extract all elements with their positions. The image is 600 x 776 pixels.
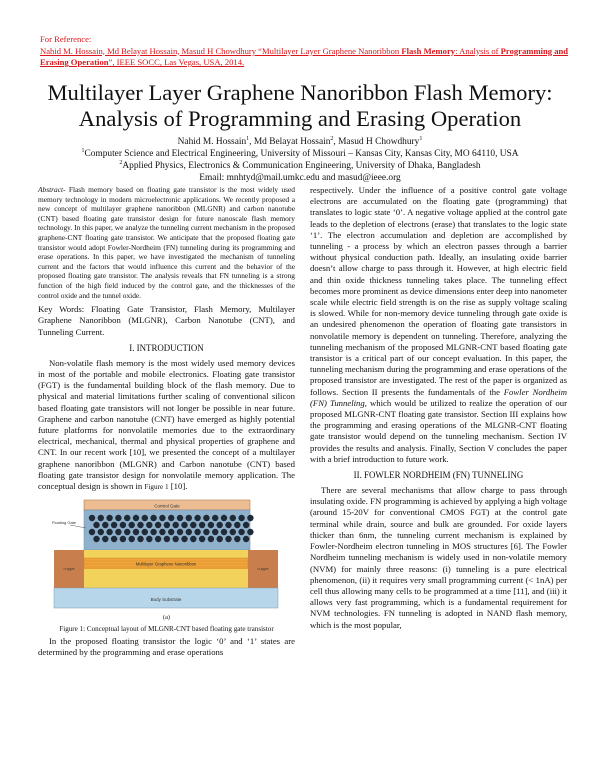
- authors-block: [20, 136, 580, 184]
- cnt-dot: [146, 536, 152, 542]
- cnt-dot: [150, 515, 156, 521]
- author-email: Email: mnhtyd@mail.umkc.edu and masud@ieee.org: [199, 173, 401, 184]
- cnt-dot: [142, 529, 148, 535]
- cnt-dot: [89, 515, 95, 521]
- cnt-dot: [238, 515, 244, 521]
- cnt-dot: [243, 522, 249, 528]
- drain-label: n-type: [257, 566, 269, 572]
- right-paragraph-1: respectively. Under the influence of a positive control gate voltage electrons are accumulated on the floating gate (programming) that translates to logic state ‘0’. A negative voltage applied at the control gate leads to the depletion of electrons (erase) that translates to the logic state ‘1’. The electron accumulation and depletion are accomplished by tunneling - a process by which an electron passes through a barrier without physical conduction path. Ideally, an insulating oxide barrier doesn’t allow charge to pass through it. However, at high electric field and thin oxide thickness tunneling takes place. The tunneling effect becomes more prominent as device dimensions enter deep into nanometer scale while electric field strength is on the rise as supply voltage scaling is slowed. While for non-memory device tunneling through gate oxide is an undesired phenomenon the operation of floating gate transistors in nonvolatile memory is dependent on tunneling. Therefore, analyzing the tunneling mechanism of the proposed MLGNR-CNT based floating gate transistor is a critical part of our concept evaluation. In this paper, the tunneling mechanism during the programming and erase operations of the proposed transistor are investigated. The rest of the paper is organized as follows. Section II presents the fundamentals of the Fowler Nordheim (FN) Tunneling, which would be utilized to realize the operation of our proposed MLGNR-CNT floating gate transistor. Section III explains how the programming and erasing operations of the MLGNR-CNT floating gate transistor would depend on the tunneling mechanism. Section IV provides the results and analysis. Finally, Section V concludes the paper with a brief introduction to future work.: [310, 185, 567, 464]
- cnt-dot: [168, 515, 174, 521]
- cnt-dot: [168, 529, 174, 535]
- right-paragraph-2: There are several mechanisms that allow charge to pass through insulating oxide. FN programming is achieved by applying a high voltage (around 15-20V for conventional CMOS FGT) at the control gate terminal while drain, source and bulk are grounded. For oxide layers thicker than 6nm, the tunneling current mechanism is explained by Fowler-Nordheim electron tunneling in MOS structures [6]. The Fowler Nordheim tunneling mechanism is widely used in non-volatile memory (NVM) for mainly three reasons: (i) tunneling is a pure electrical phenomenon, (ii) it requires very small programming current (< 1nA) per cell thus allowing many cells to be programmed at a time [11], and (iii) it allows very fast programming, which is a fundamental requirement for NVM technologies. FN tunneling is adopted in NAND flash memory, which is the most popular,: [310, 485, 567, 630]
- figure-sublabel: (a): [163, 614, 170, 622]
- cnt-dot: [177, 515, 183, 521]
- cnt-dot: [173, 522, 179, 528]
- section-1-heading: I. INTRODUCTION: [129, 342, 204, 353]
- cnt-dot: [102, 536, 108, 542]
- cnt-dot: [181, 522, 187, 528]
- left-column: [38, 185, 295, 659]
- cnt-dot: [137, 536, 143, 542]
- right-column: [310, 185, 567, 631]
- cnt-dot: [203, 515, 209, 521]
- cnt-dot: [155, 536, 161, 542]
- citation-title-rest: : Analysis of: [455, 45, 501, 56]
- body-substrate-label: Body Substrate: [150, 597, 182, 603]
- cnt-dot: [190, 536, 196, 542]
- cnt-dot: [230, 529, 236, 535]
- cnt-dot: [129, 522, 135, 528]
- cnt-dot: [238, 529, 244, 535]
- cnt-dot: [234, 536, 240, 542]
- cnt-dot: [221, 529, 227, 535]
- citation-bold: Flash Memory: [401, 45, 456, 56]
- cnt-dot: [190, 522, 196, 528]
- figure-1-caption: Figure 1: Conceptual layout of MLGNR-CNT based floating gate transistor: [59, 625, 274, 634]
- intro-paragraph-1: Non-volatile flash memory is the most widely used memory devices in most of the portable and mobile electronics. Floating gate transistor (FGT) is the fundamental building block of the flash memory. Due to physical and material limitations further scaling of conventional silicon based floating gate transistors will not longer be possible in near future. Graphene and carbon nanotube (CNT) have emerged as highly potential future platforms for nonvolatile memories due to the extraordinary electrical, mechanical, thermal and physical properties of graphene and CNT. In our recent work [10], we presented the concept of a multilayer graphene nanoribbon (MLGNR) and Carbon nanotube (CNT) based floating gate transistor design for nonvolatile memory application. The conceptual design is shown in Figure 1 [10].: [38, 357, 295, 491]
- tunnel-oxide-layer: [84, 569, 248, 588]
- citation-bold-2: Programming and Erasing Operation: [40, 45, 569, 67]
- cnt-dot: [212, 515, 218, 521]
- title-line-2: Analysis of Programming and Erasing Operation: [78, 106, 522, 131]
- intro-paragraph-2: In the proposed floating transistor the logic ‘0’ and ‘1’ states are determined by the programming and erase operations: [38, 636, 295, 658]
- cnt-dot: [159, 529, 165, 535]
- cnt-dot: [106, 515, 112, 521]
- cnt-dot: [111, 522, 117, 528]
- cnt-dot: [221, 515, 227, 521]
- cnt-dot: [98, 515, 104, 521]
- cnt-dot: [186, 529, 192, 535]
- reference-heading: For Reference:: [40, 34, 92, 44]
- oxide-layer: [54, 550, 278, 558]
- author-names: Nahid M. Hossain$^1$, Md Belayat Hossain$^2$, Masud H Chowdhury$^1$: [177, 135, 423, 147]
- cnt-dot: [133, 515, 139, 521]
- cnt-dot: [120, 536, 126, 542]
- cnt-dot: [98, 529, 104, 535]
- control-gate-label: Control Gate: [154, 503, 180, 509]
- paper-title: [20, 80, 580, 132]
- cnt-dot: [124, 529, 130, 535]
- cnt-dot: [173, 536, 179, 542]
- floating-gate-label: Floating Gate: [52, 520, 77, 526]
- cnt-dot: [102, 522, 108, 528]
- keywords: Key Words: Floating Gate Transistor, Flash Memory, Multilayer Graphene Nanoribbon (MLGNR), Carbon Nanotube (CNT), and Tunneling Current.: [38, 304, 295, 337]
- mlgnr-label: Multilayer Graphene Nanoribbon: [135, 561, 197, 567]
- abstract-label: Abstract-: [38, 185, 66, 194]
- figure-1-diagram: [50, 498, 282, 612]
- title-line-1: Multilayer Layer Graphene Nanoribbon Flash Memory:: [47, 80, 553, 105]
- cnt-dot: [177, 529, 183, 535]
- abstract-text: Flash memory based on floating gate transistor is the most widely used memory technology in modern microelectronic applications. We recently proposed a new concept of multilayer graphene nanoribbon (MLGNR) and carbon nanotube (CNT) based floating gate transistor design for future nanoscale flash memory technology. In this paper, we analyze the tunneling current mechanism in the proposed graphene-CNT floating gate transistor. We anticipate that the proposed floating gate transistor would adopt Fowler-Nordheim (FN) tunneling during its programming and erase operations. In this paper, we have investigated the mechanism of tunneling current and the factors that would influence this current and the behavior of the proposed floating gate transistor. The analysis reveals that FN tunneling is a strong function of the high field induced by the control gate, and the thicknesses of the control oxide and the tunnel oxide.: [38, 185, 295, 300]
- cnt-dot: [111, 536, 117, 542]
- cnt-dot: [120, 522, 126, 528]
- reference-citation[interactable]: [40, 46, 580, 69]
- cnt-dot: [247, 529, 253, 535]
- cnt-dot: [150, 529, 156, 535]
- cnt-dot: [106, 529, 112, 535]
- cnt-dot: [89, 529, 95, 535]
- affiliation-2: $^2$Applied Physics, Electronics & Communication Engineering, University of Dhaka, Bangladesh: [119, 160, 481, 172]
- cnt-dot: [217, 522, 223, 528]
- abstract: [38, 185, 295, 300]
- cnt-dot: [208, 536, 214, 542]
- cnt-dot: [203, 529, 209, 535]
- cnt-dot: [155, 522, 161, 528]
- figure-1: [50, 498, 282, 612]
- cnt-dot: [93, 522, 99, 528]
- cnt-dot: [199, 522, 205, 528]
- cnt-dot: [247, 515, 253, 521]
- cnt-dot: [181, 536, 187, 542]
- citation-authors: Nahid M. Hossain, Md Belayat Hossain, Masud H Chowdhury “Multilayer Layer Graphene Nanoribbon: [40, 45, 402, 56]
- affiliation-1: $^1$Computer Science and Electrical Engineering, University of Missouri – Kansas City, Kansas City, MO 64110, USA: [81, 147, 519, 160]
- cnt-dot: [164, 522, 170, 528]
- cnt-dot: [225, 536, 231, 542]
- figure-1-ref[interactable]: Figure 1: [144, 482, 169, 491]
- cnt-dot: [124, 515, 130, 521]
- cnt-dot: [208, 522, 214, 528]
- cnt-dot: [142, 515, 148, 521]
- cnt-dot: [137, 522, 143, 528]
- citation-venue: ”, IEEE SOCC, Las Vegas, USA, 2014.: [108, 57, 245, 67]
- cnt-dot: [217, 536, 223, 542]
- cnt-dot: [93, 536, 99, 542]
- cnt-dot: [230, 515, 236, 521]
- cnt-dot: [159, 515, 165, 521]
- cnt-dot: [186, 515, 192, 521]
- cnt-dot: [115, 515, 121, 521]
- cnt-dot: [129, 536, 135, 542]
- cnt-dot: [194, 529, 200, 535]
- cnt-dot: [115, 529, 121, 535]
- cnt-dot: [212, 529, 218, 535]
- section-2-heading: II. FOWLER NORDHEIM (FN) TUNNELING: [353, 470, 524, 481]
- source-label: n-type: [63, 566, 75, 572]
- reference-block: [40, 34, 580, 69]
- cnt-dot: [146, 522, 152, 528]
- cnt-dot: [133, 529, 139, 535]
- cnt-dot: [199, 536, 205, 542]
- cnt-dot: [194, 515, 200, 521]
- cnt-dot: [225, 522, 231, 528]
- cnt-dot: [164, 536, 170, 542]
- cnt-dot: [243, 536, 249, 542]
- cnt-dot: [234, 522, 240, 528]
